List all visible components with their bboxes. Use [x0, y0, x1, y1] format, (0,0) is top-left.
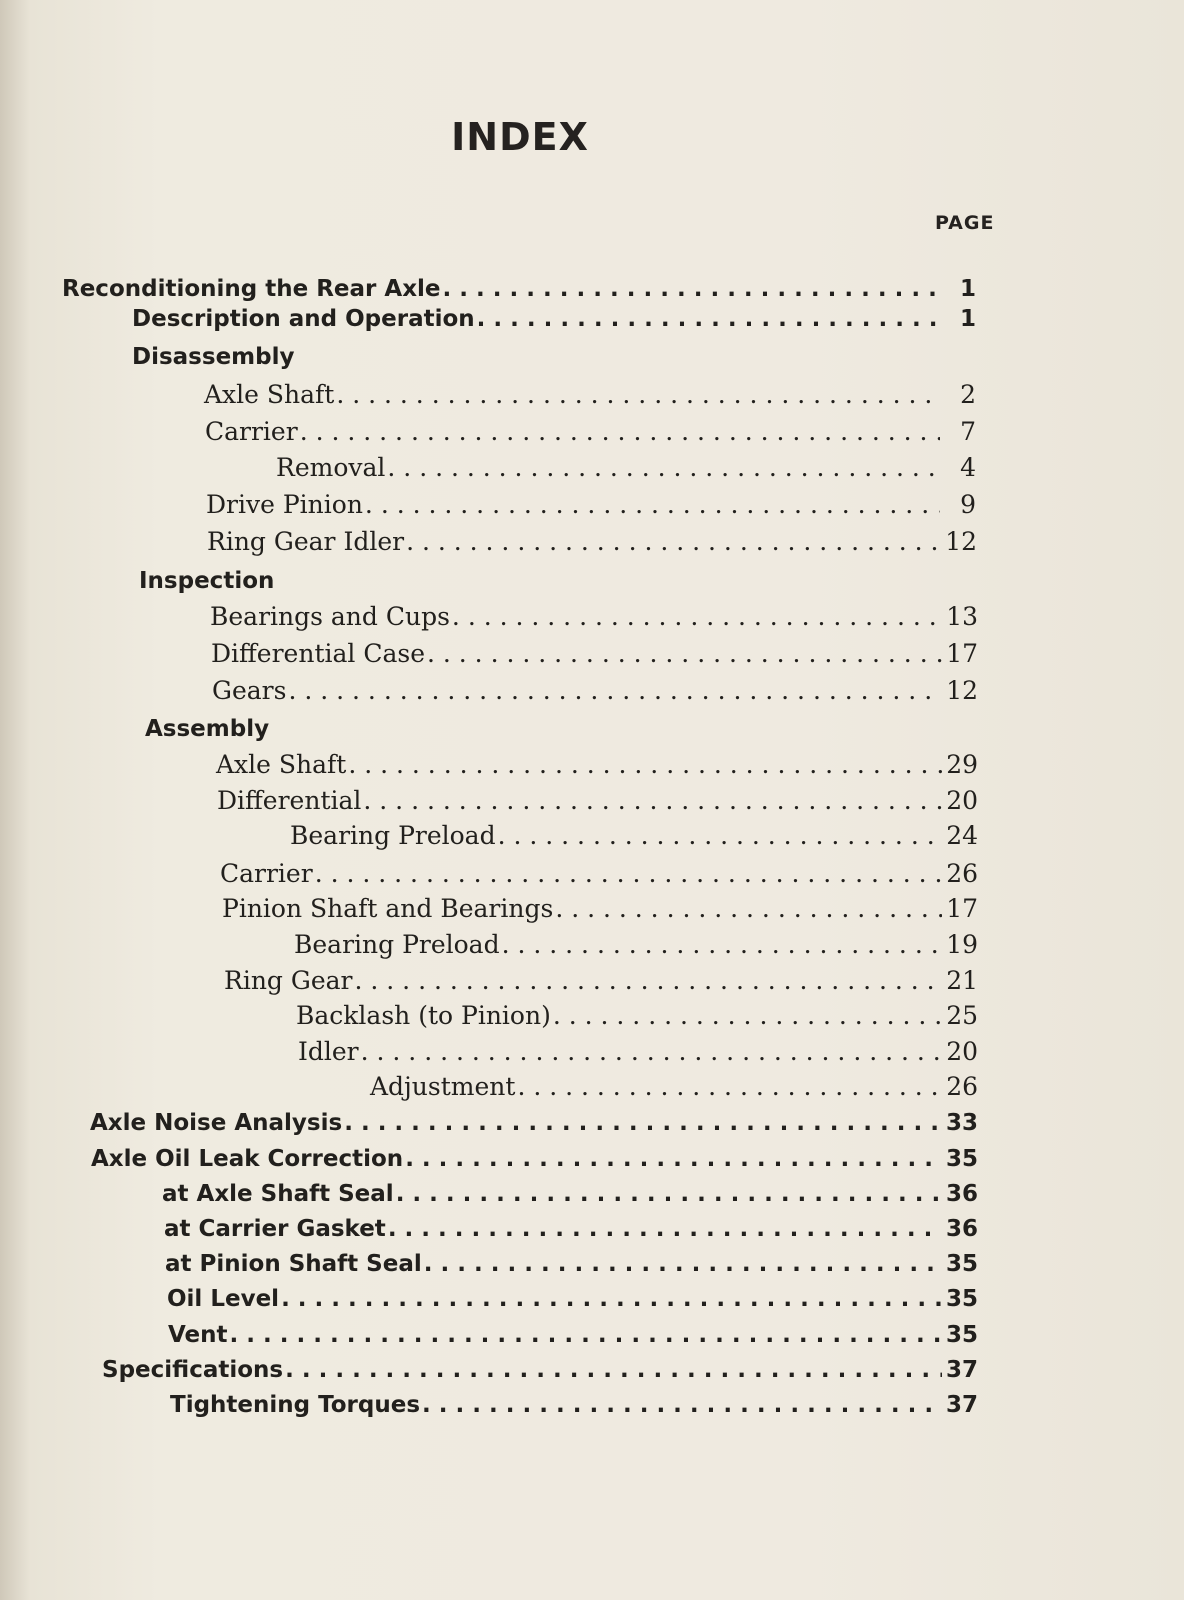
index-entry-assembly-carrier: [220, 859, 978, 895]
index-section-disassembly: [132, 344, 976, 380]
entry-page: 20: [946, 1037, 978, 1066]
entry-label: Axle Oil Leak Correction: [91, 1146, 404, 1172]
entry-label: Differential Case: [211, 639, 425, 668]
dot-leader: [361, 786, 942, 815]
dot-leader: [342, 1110, 942, 1136]
entry-page: 36: [945, 1181, 978, 1207]
entry-page: 33: [945, 1110, 978, 1136]
entry-page: 7: [960, 417, 976, 446]
index-section-assembly: [145, 716, 978, 752]
index-entry-axle-shaft-seal: [162, 1181, 978, 1217]
index-entry-assembly-axle-shaft: [216, 750, 978, 786]
entry-label: Carrier: [220, 859, 313, 888]
entry-page: 19: [946, 930, 978, 959]
entry-label: Carrier: [205, 417, 298, 446]
dot-leader: [286, 676, 942, 705]
index-entry-pinion-shaft-bearings: [222, 894, 978, 930]
index-entry-ring-gear: [224, 966, 978, 1002]
entry-page: 1: [959, 276, 976, 302]
index-entry-axle-oil-leak-correction: [91, 1146, 978, 1182]
dot-leader: [422, 1251, 942, 1277]
index-entry-description-operation: [132, 306, 976, 342]
entry-page: 20: [946, 786, 978, 815]
entry-label: Reconditioning the Rear Axle: [62, 276, 441, 302]
entry-page: 37: [945, 1392, 978, 1418]
entry-label: Axle Shaft: [216, 750, 347, 779]
entry-label: Specifications: [102, 1357, 284, 1383]
index-entry-differential-case: [211, 639, 978, 675]
entry-page: 24: [946, 821, 978, 850]
index-entry-specifications: [102, 1357, 978, 1393]
index-entry-pinion-shaft-seal: [165, 1251, 978, 1287]
entry-label: at Pinion Shaft Seal: [165, 1251, 422, 1277]
index-entry-axle-shaft: [204, 380, 976, 416]
entry-label: Backlash (to Pinion): [296, 1001, 551, 1030]
dot-leader: [283, 1357, 942, 1383]
dot-leader: [500, 930, 942, 959]
dot-leader: [404, 527, 941, 556]
entry-label: Gears: [212, 676, 287, 705]
index-entry-bearings-cups: [210, 602, 978, 638]
index-entry-backlash: [296, 1001, 978, 1037]
entry-page: 29: [946, 750, 978, 779]
entry-page: 26: [946, 859, 978, 888]
entry-label: Disassembly: [132, 344, 295, 370]
entry-page: 35: [945, 1322, 978, 1348]
dot-leader: [385, 453, 940, 482]
index-section-inspection: [139, 568, 976, 604]
entry-page: 36: [945, 1216, 978, 1242]
dot-leader: [394, 1181, 942, 1207]
dot-leader: [386, 1216, 942, 1242]
entry-label: Differential: [217, 786, 362, 815]
entry-page: 37: [945, 1357, 978, 1383]
dot-leader: [551, 1001, 942, 1030]
entry-label: Idler: [298, 1037, 359, 1066]
dot-leader: [553, 894, 942, 923]
entry-label: Bearings and Cups: [210, 602, 450, 631]
entry-page: 21: [946, 966, 978, 995]
dot-leader: [420, 1392, 942, 1418]
entry-label: Ring Gear Idler: [207, 527, 405, 556]
index-entry-differential-bearing-preload: [290, 821, 978, 857]
dot-leader: [346, 750, 942, 779]
dot-leader: [363, 490, 940, 519]
entry-page: 35: [945, 1251, 978, 1277]
index-entry-oil-level: [167, 1286, 978, 1322]
entry-page: 13: [946, 602, 978, 631]
dot-leader: [441, 276, 940, 302]
index-entry-axle-noise-analysis: [90, 1110, 978, 1146]
entry-page: 26: [946, 1072, 978, 1101]
dot-leader: [359, 1037, 942, 1066]
index-entry-idler: [298, 1037, 978, 1073]
entry-label: Adjustment: [370, 1072, 516, 1101]
entry-label: Ring Gear: [224, 966, 353, 995]
index-entry-vent: [168, 1322, 978, 1358]
entry-label: Vent: [168, 1322, 228, 1348]
dot-leader: [334, 380, 940, 409]
dot-leader: [279, 1286, 942, 1312]
dot-leader: [298, 417, 940, 446]
entry-label: Bearing Preload: [290, 821, 496, 850]
entry-label: Tightening Torques: [170, 1392, 421, 1418]
dot-leader: [353, 966, 943, 995]
index-entry-differential: [217, 786, 978, 822]
index-entry-tightening-torques: [170, 1392, 978, 1428]
entry-page: 35: [945, 1146, 978, 1172]
entry-label: Description and Operation: [132, 306, 475, 332]
entry-label: Assembly: [145, 716, 270, 742]
dot-leader: [496, 821, 942, 850]
dot-leader: [313, 859, 942, 888]
entry-page: 17: [946, 894, 978, 923]
entry-label: Axle Shaft: [204, 380, 335, 409]
index-entry-drive-pinion: [206, 490, 976, 526]
entry-page: 9: [960, 490, 976, 519]
entry-page: 35: [945, 1286, 978, 1312]
entry-label: Oil Level: [167, 1286, 280, 1312]
dot-leader: [403, 1146, 942, 1172]
entry-page: 1: [959, 306, 976, 332]
dot-leader: [475, 306, 940, 332]
index-entry-carrier: [205, 417, 976, 453]
index-entry-pinion-bearing-preload: [294, 930, 978, 966]
dot-leader: [450, 602, 942, 631]
index-entry-ring-gear-idler: [207, 527, 977, 563]
entry-page: 17: [946, 639, 978, 668]
index-title: INDEX: [451, 115, 589, 159]
entry-label: Axle Noise Analysis: [90, 1110, 343, 1136]
entry-label: Pinion Shaft and Bearings: [222, 894, 554, 923]
entry-label: Bearing Preload: [294, 930, 500, 959]
dot-leader: [515, 1072, 942, 1101]
dot-leader: [228, 1322, 942, 1348]
entry-label: Inspection: [139, 568, 275, 594]
index-entry-adjustment: [370, 1072, 978, 1108]
dot-leader: [425, 639, 942, 668]
entry-page: 2: [960, 380, 976, 409]
entry-label: at Carrier Gasket: [164, 1216, 386, 1242]
entry-label: at Axle Shaft Seal: [162, 1181, 394, 1207]
entry-page: 12: [945, 527, 977, 556]
entry-page: 4: [960, 453, 976, 482]
page-column-header: PAGE: [935, 212, 995, 234]
index-entry-gears: [212, 676, 978, 712]
entry-page: 12: [946, 676, 978, 705]
index-entry-carrier-gasket: [164, 1216, 978, 1252]
entry-label: Drive Pinion: [206, 490, 363, 519]
entry-label: Removal: [276, 453, 386, 482]
entry-page: 25: [946, 1001, 978, 1030]
index-entry-removal: [276, 453, 976, 489]
